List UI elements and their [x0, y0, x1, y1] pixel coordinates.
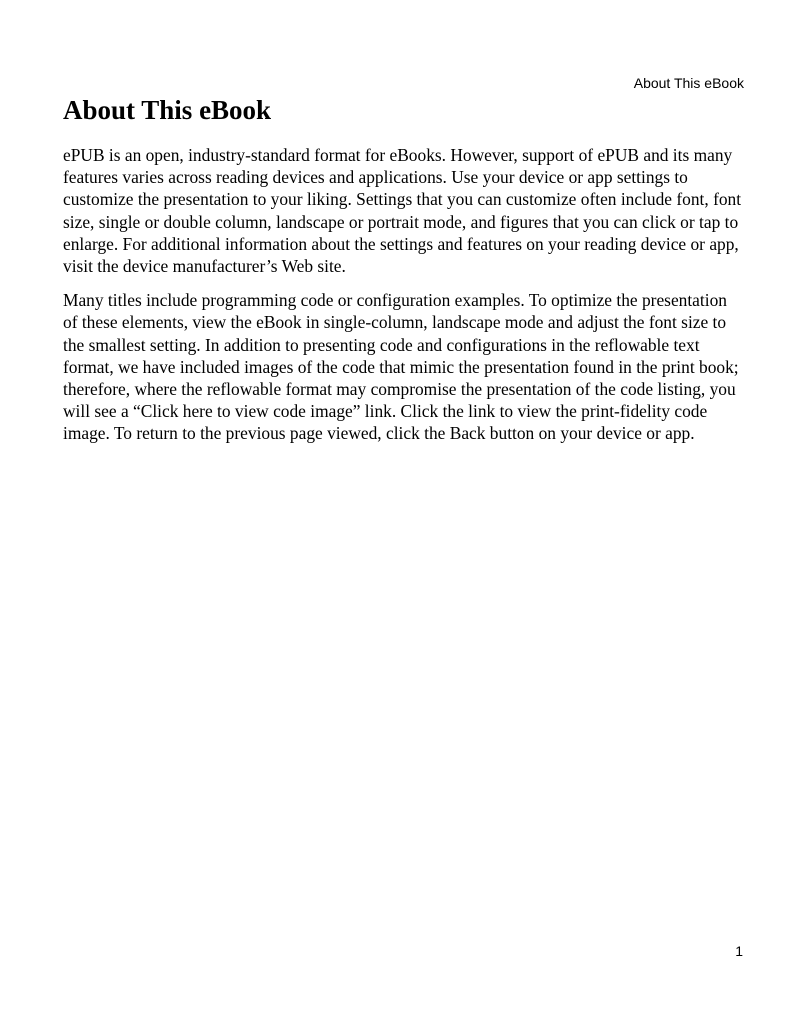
page-title: About This eBook [63, 95, 272, 125]
page-content [63, 93, 743, 457]
body-paragraph: ePUB is an open, industry-standard format for eBooks. However, support of ePUB and its many features varies across reading devices and applications. Use your device or app settings to customize the presentation to your liking. Settings that you can customize often include font, font size, single or double column, landscape or portrait mode, and figures that you can click or tap to enlarge. For additional information about the settings and features on your reading device or app, visit the device manufacturer’s Web site. [63, 145, 742, 277]
page-number: 1 [735, 943, 743, 959]
body-paragraph: Many titles include programming code or configuration examples. To optimize the presentation of these elements, view the eBook in single-column, landscape mode and adjust the font size to the smallest setting. In addition to presenting code and configurations in the reflowable text format, we have included images of the code that mimic the presentation found in the print book; therefore, where the reflowable format may compromise the presentation of the code listing, you will see a “Click here to view code image” link. Click the link to view the print-fidelity code image. To return to the previous page viewed, click the Back button on your device or app. [63, 290, 739, 444]
running-header: About This eBook [633, 75, 744, 91]
